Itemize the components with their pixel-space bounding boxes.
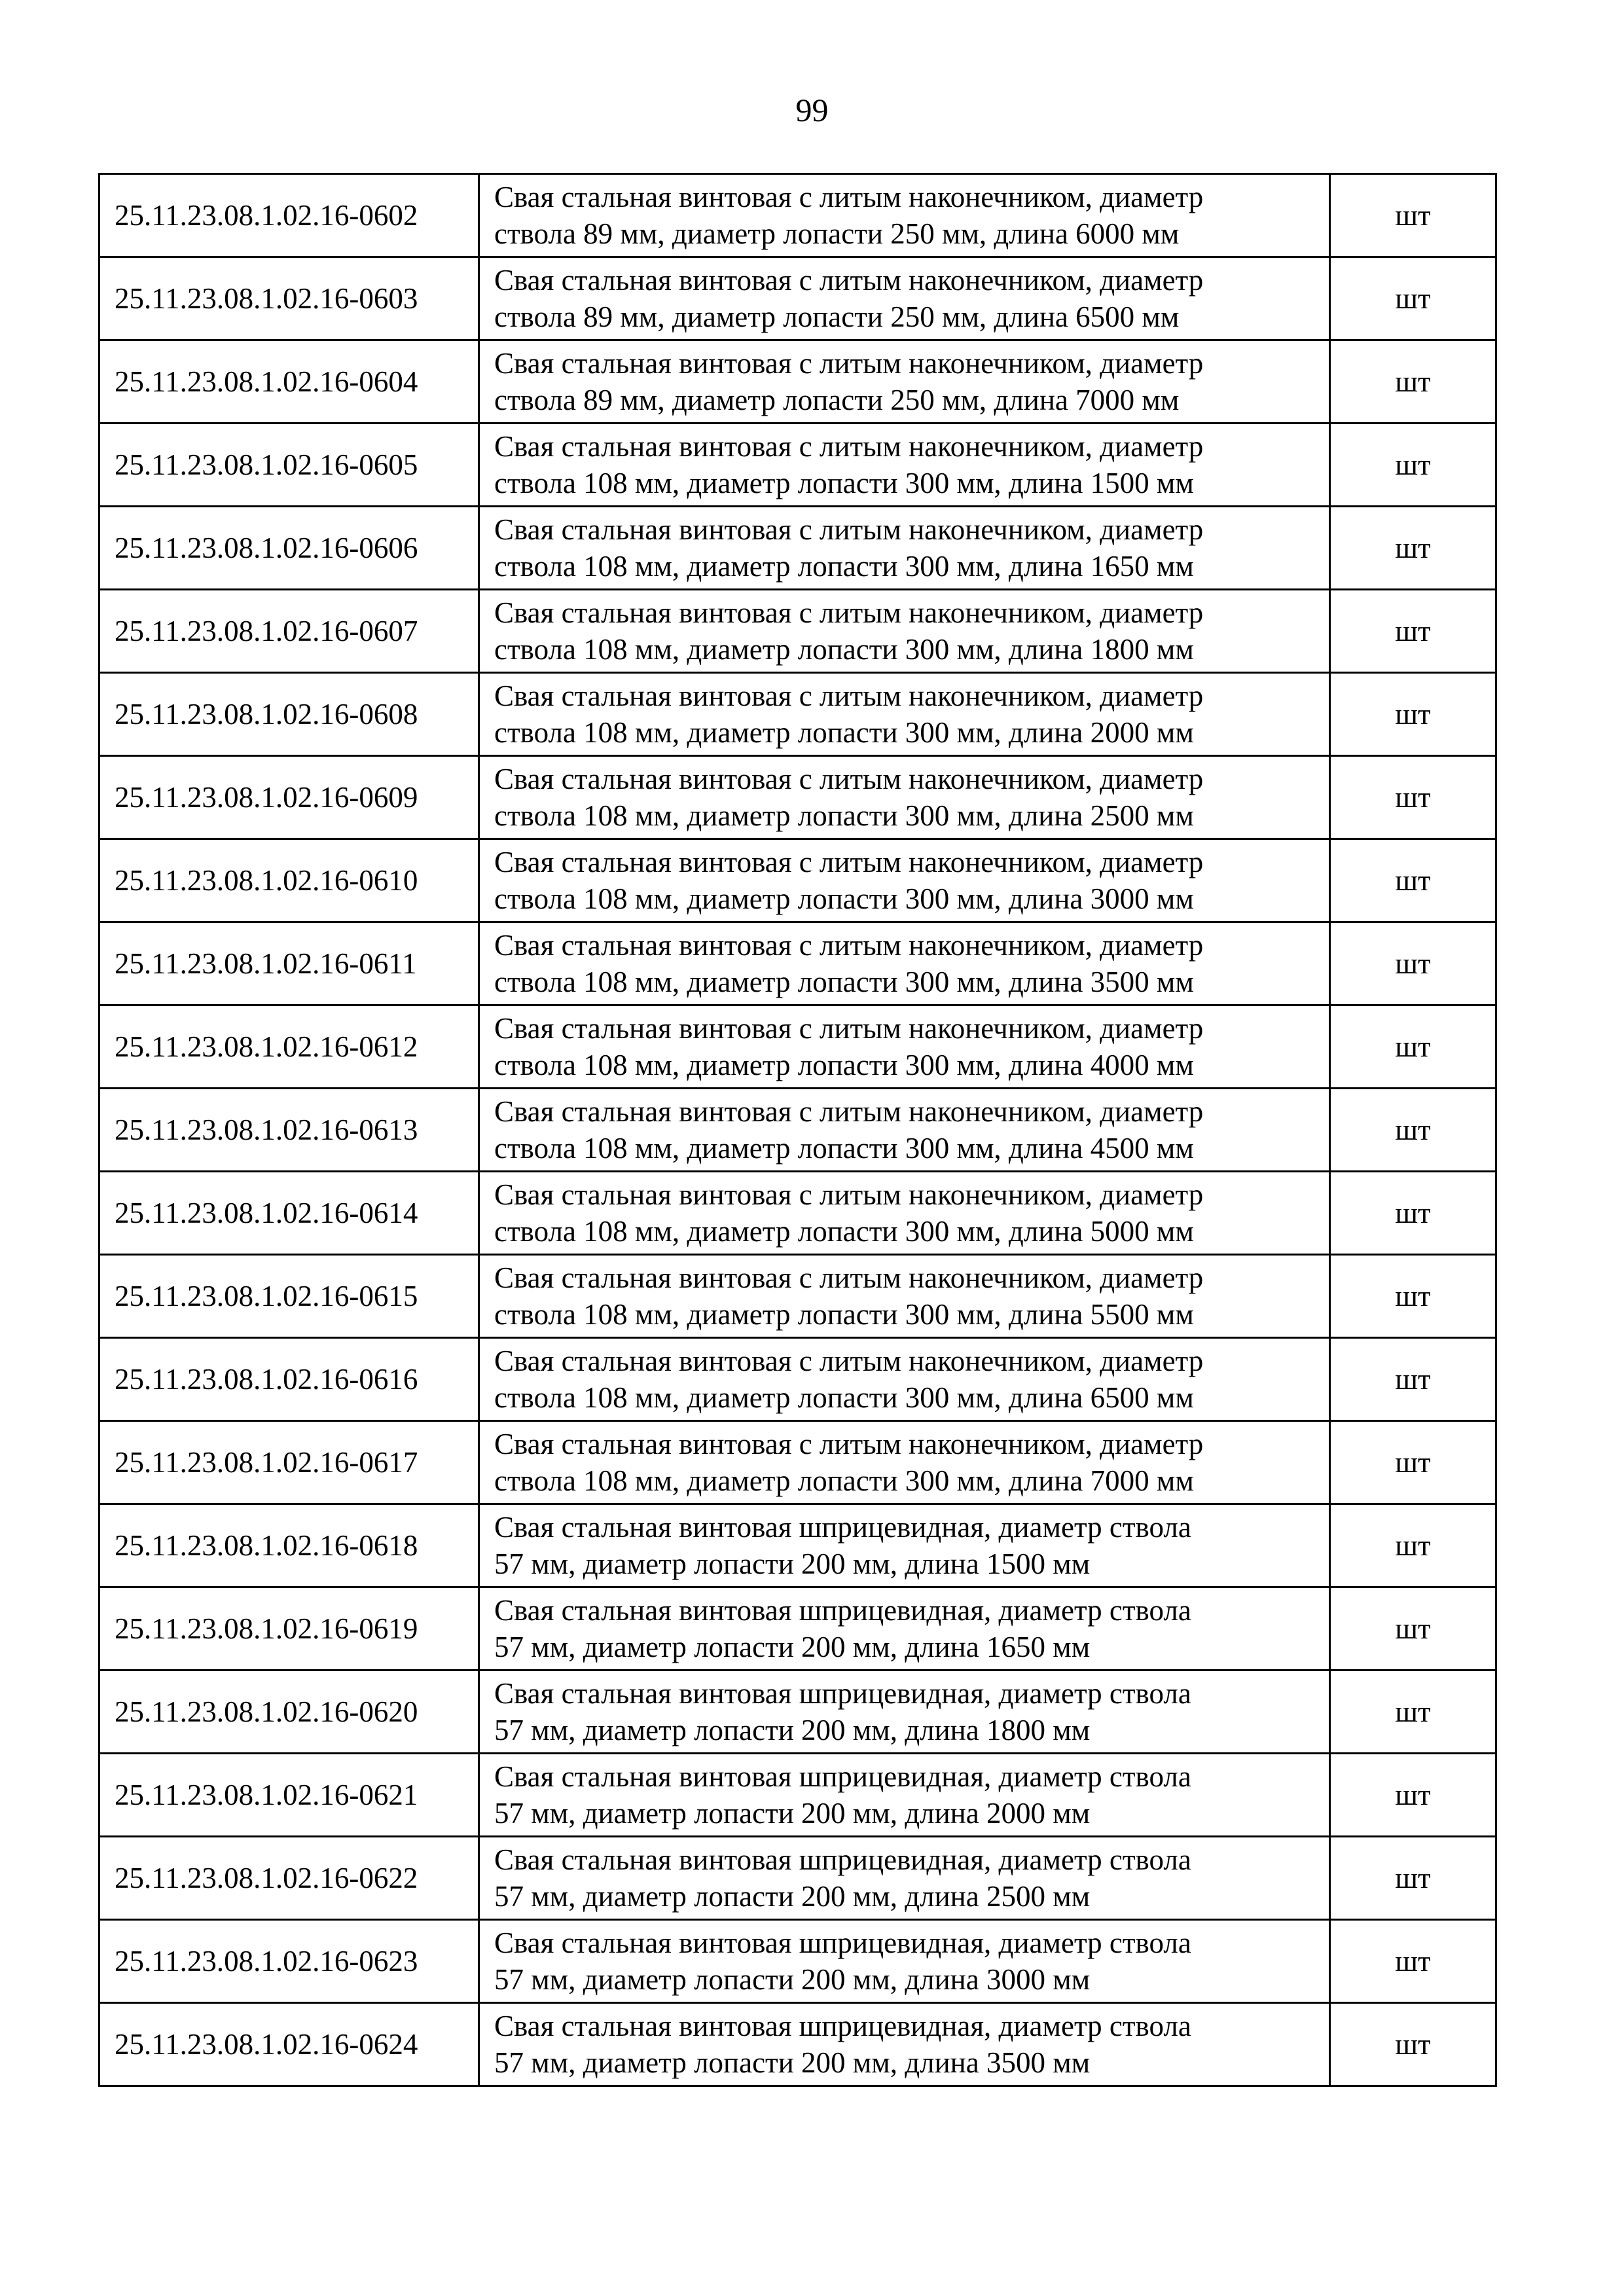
resource-code: 25.11.23.08.1.02.16-0609 [99,756,479,839]
table-row [99,174,1496,257]
description-line: Свая стальная винтовая с литым наконечником, диаметр [494,347,1204,380]
description-line: ствола 108 мм, диаметр лопасти 300 мм, длина 2000 мм [494,716,1194,749]
unit-of-measure: шт [1330,1005,1496,1089]
resource-code: 25.11.23.08.1.02.16-0624 [99,2003,479,2086]
unit-of-measure: шт [1330,174,1496,257]
description-line: Свая стальная винтовая с литым наконечником, диаметр [494,679,1204,712]
resource-description [479,424,1330,507]
table-row [99,507,1496,590]
unit-of-measure: шт [1330,257,1496,340]
description-line: 57 мм, диаметр лопасти 200 мм, длина 3000 мм [494,1963,1091,1996]
resource-code: 25.11.23.08.1.02.16-0604 [99,340,479,424]
description-line: Свая стальная винтовая с литым наконечником, диаметр [494,596,1204,629]
description-line: ствола 108 мм, диаметр лопасти 300 мм, длина 3000 мм [494,882,1194,915]
resource-code: 25.11.23.08.1.02.16-0618 [99,1504,479,1587]
description-line: ствола 89 мм, диаметр лопасти 250 мм, длина 6500 мм [494,300,1180,333]
resource-description [479,1338,1330,1421]
resource-description [479,1421,1330,1504]
unit-of-measure: шт [1330,507,1496,590]
unit-of-measure: шт [1330,1837,1496,1920]
description-line: Свая стальная винтовая с литым наконечником, диаметр [494,181,1204,213]
unit-of-measure: шт [1330,756,1496,839]
description-line: ствола 89 мм, диаметр лопасти 250 мм, длина 6000 мм [494,217,1180,250]
table-body [99,174,1496,2086]
description-line: ствола 108 мм, диаметр лопасти 300 мм, длина 5000 мм [494,1215,1194,1248]
resource-description [479,922,1330,1005]
table-row [99,257,1496,340]
description-line: Свая стальная винтовая шприцевидная, диаметр ствола [494,1511,1191,1544]
unit-of-measure: шт [1330,424,1496,507]
description-line: Свая стальная винтовая с литым наконечником, диаметр [494,1178,1204,1211]
resource-description [479,1837,1330,1920]
resource-code: 25.11.23.08.1.02.16-0622 [99,1837,479,1920]
description-line: Свая стальная винтовая шприцевидная, диаметр ствола [494,1760,1191,1793]
resource-description [479,1089,1330,1172]
description-line: ствола 108 мм, диаметр лопасти 300 мм, длина 1650 мм [494,550,1194,583]
resource-description [479,507,1330,590]
description-line: ствола 108 мм, диаметр лопасти 300 мм, длина 7000 мм [494,1464,1194,1497]
resource-code: 25.11.23.08.1.02.16-0608 [99,673,479,756]
table-row [99,1504,1496,1587]
unit-of-measure: шт [1330,1587,1496,1671]
unit-of-measure: шт [1330,922,1496,1005]
resource-description [479,1255,1330,1338]
unit-of-measure: шт [1330,340,1496,424]
unit-of-measure: шт [1330,1421,1496,1504]
resource-description [479,1005,1330,1089]
description-line: 57 мм, диаметр лопасти 200 мм, длина 1500 мм [494,1547,1091,1580]
description-line: 57 мм, диаметр лопасти 200 мм, длина 2500 мм [494,1880,1091,1913]
resource-description [479,257,1330,340]
table-row [99,2003,1496,2086]
description-line: ствола 89 мм, диаметр лопасти 250 мм, длина 7000 мм [494,384,1180,416]
description-line: Свая стальная винтовая шприцевидная, диаметр ствола [494,1594,1191,1627]
resource-description [479,340,1330,424]
resource-description [479,1920,1330,2003]
table-row [99,424,1496,507]
description-line: Свая стальная винтовая с литым наконечником, диаметр [494,264,1204,297]
description-line: ствола 108 мм, диаметр лопасти 300 мм, длина 5500 мм [494,1298,1194,1331]
description-line: ствола 108 мм, диаметр лопасти 300 мм, длина 6500 мм [494,1381,1194,1414]
resource-code: 25.11.23.08.1.02.16-0620 [99,1671,479,1754]
description-line: Свая стальная винтовая шприцевидная, диаметр ствола [494,2010,1191,2042]
resource-description [479,1754,1330,1837]
table-row [99,1089,1496,1172]
description-line: ствола 108 мм, диаметр лопасти 300 мм, длина 1800 мм [494,633,1194,666]
resource-description [479,1504,1330,1587]
resource-description [479,839,1330,922]
description-line: Свая стальная винтовая шприцевидная, диаметр ствола [494,1926,1191,1959]
unit-of-measure: шт [1330,839,1496,922]
resource-description [479,756,1330,839]
unit-of-measure: шт [1330,1255,1496,1338]
description-line: ствола 108 мм, диаметр лопасти 300 мм, длина 4500 мм [494,1132,1194,1165]
table-row [99,1005,1496,1089]
table-row [99,340,1496,424]
unit-of-measure: шт [1330,1338,1496,1421]
resource-code: 25.11.23.08.1.02.16-0616 [99,1338,479,1421]
unit-of-measure: шт [1330,1172,1496,1255]
resource-code: 25.11.23.08.1.02.16-0603 [99,257,479,340]
resource-code: 25.11.23.08.1.02.16-0610 [99,839,479,922]
description-line: 57 мм, диаметр лопасти 200 мм, длина 1650 мм [494,1631,1091,1663]
unit-of-measure: шт [1330,673,1496,756]
resource-description [479,2003,1330,2086]
table-row [99,1421,1496,1504]
description-line: Свая стальная винтовая с литым наконечником, диаметр [494,1012,1204,1045]
description-line: Свая стальная винтовая с литым наконечником, диаметр [494,1345,1204,1377]
description-line: Свая стальная винтовая с литым наконечником, диаметр [494,430,1204,463]
unit-of-measure: шт [1330,1754,1496,1837]
description-line: Свая стальная винтовая с литым наконечником, диаметр [494,846,1204,878]
catalog-table [98,173,1497,2087]
description-line: Свая стальная винтовая с литым наконечником, диаметр [494,763,1204,795]
unit-of-measure: шт [1330,1920,1496,2003]
resource-code: 25.11.23.08.1.02.16-0602 [99,174,479,257]
resource-code: 25.11.23.08.1.02.16-0613 [99,1089,479,1172]
description-line: Свая стальная винтовая с литым наконечником, диаметр [494,929,1204,962]
resource-description [479,1587,1330,1671]
resource-description [479,1671,1330,1754]
resource-code: 25.11.23.08.1.02.16-0611 [99,922,479,1005]
unit-of-measure: шт [1330,2003,1496,2086]
description-line: 57 мм, диаметр лопасти 200 мм, длина 1800 мм [494,1714,1091,1746]
table-row [99,590,1496,673]
description-line: Свая стальная винтовая шприцевидная, диаметр ствола [494,1677,1191,1710]
resource-description [479,673,1330,756]
table-row [99,1837,1496,1920]
description-line: ствола 108 мм, диаметр лопасти 300 мм, длина 2500 мм [494,799,1194,832]
resource-description [479,590,1330,673]
description-line: 57 мм, диаметр лопасти 200 мм, длина 2000 мм [494,1797,1091,1830]
unit-of-measure: шт [1330,1504,1496,1587]
resource-code: 25.11.23.08.1.02.16-0621 [99,1754,479,1837]
resource-code: 25.11.23.08.1.02.16-0605 [99,424,479,507]
table-row [99,1172,1496,1255]
description-line: Свая стальная винтовая с литым наконечником, диаметр [494,1428,1204,1460]
description-line: 57 мм, диаметр лопасти 200 мм, длина 3500 мм [494,2046,1091,2079]
description-line: Свая стальная винтовая с литым наконечником, диаметр [494,1261,1204,1294]
table-row [99,1920,1496,2003]
resource-code: 25.11.23.08.1.02.16-0617 [99,1421,479,1504]
unit-of-measure: шт [1330,1089,1496,1172]
table-row [99,922,1496,1005]
table-row [99,673,1496,756]
resource-code: 25.11.23.08.1.02.16-0615 [99,1255,479,1338]
table-row [99,1338,1496,1421]
unit-of-measure: шт [1330,590,1496,673]
table-row [99,756,1496,839]
table-row [99,839,1496,922]
description-line: Свая стальная винтовая с литым наконечником, диаметр [494,513,1204,546]
resource-code: 25.11.23.08.1.02.16-0619 [99,1587,479,1671]
description-line: ствола 108 мм, диаметр лопасти 300 мм, длина 3500 мм [494,966,1194,998]
description-line: ствола 108 мм, диаметр лопасти 300 мм, длина 1500 мм [494,467,1194,499]
resource-description [479,174,1330,257]
table-row [99,1754,1496,1837]
resource-code: 25.11.23.08.1.02.16-0607 [99,590,479,673]
page-number: 99 [795,92,829,128]
resource-code: 25.11.23.08.1.02.16-0612 [99,1005,479,1089]
description-line: Свая стальная винтовая с литым наконечником, диаметр [494,1095,1204,1128]
resource-code: 25.11.23.08.1.02.16-0606 [99,507,479,590]
resource-code: 25.11.23.08.1.02.16-0614 [99,1172,479,1255]
table-row [99,1255,1496,1338]
table-row [99,1671,1496,1754]
description-line: Свая стальная винтовая шприцевидная, диаметр ствола [494,1843,1191,1876]
description-line: ствола 108 мм, диаметр лопасти 300 мм, длина 4000 мм [494,1049,1194,1081]
unit-of-measure: шт [1330,1671,1496,1754]
resource-code: 25.11.23.08.1.02.16-0623 [99,1920,479,2003]
resource-description [479,1172,1330,1255]
table-row [99,1587,1496,1671]
